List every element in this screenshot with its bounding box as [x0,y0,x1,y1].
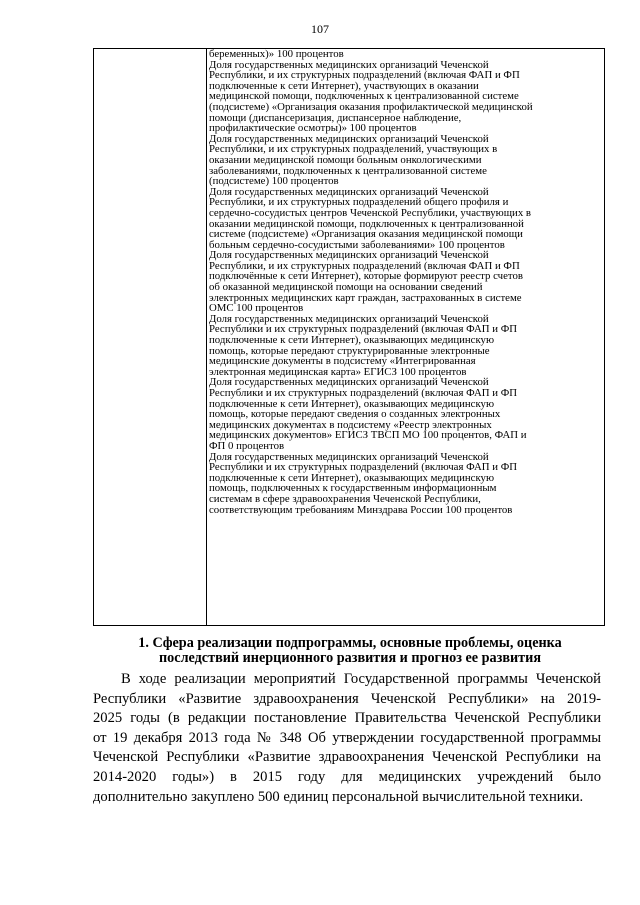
table-cell-text-line: электронная медицинская карта» ЕГИСЗ 100 процентов [209,365,467,378]
table-cell-text-line: подключенные к сети Интернет), участвующих в оказании [209,79,479,92]
paragraph-line: 2025 годы (в редакции постановление Правительства Чеченской Республики [93,710,601,727]
indicators-table-cell [207,49,604,515]
table-cell-text-line: медицинских документах в подсистему «Реестр электронных [209,418,492,431]
table-cell-text-line: больным сердечно-сосудистыми заболеваниями» 100 процентов [209,238,505,251]
table-cell-text-line: системе (подсистеме) «Организация оказания медицинской помощи [209,228,523,241]
table-cell-text-line: Доля государственных медицинских организаций Чеченской [209,185,489,198]
paragraph-line: от 19 декабря 2013 года № 348 Об утверждении государственной программы [93,729,601,746]
paragraph-line: 2014-2020 годы») в 2015 году для медицинских учреждений было [93,768,601,785]
paragraph-line: Чеченской Республики «Развитие здравоохранения Чеченской Республики на [93,749,601,766]
table-cell-text-line: Республики, и их структурных подразделений (включая ФАП и ФП [209,69,520,82]
table-cell-text-line: Доля государственных медицинских организаций Чеченской [209,376,489,389]
indicators-table [93,48,605,626]
table-cell-text-line: об оказанной медицинской помощи на основании сведений [209,281,483,294]
table-cell-text-line: подключенные к сети Интернет), оказывающих медицинскую [209,397,495,410]
section-heading-line: 1. Сфера реализации подпрограммы, основные проблемы, оценка [138,635,562,651]
table-cell-text-line: помощь, подключенных к государственным информационным [209,482,497,495]
paragraph-line: дополнительно закуплено 500 единиц персональной вычислительной техники. [93,788,584,805]
table-cell-text-line: соответствующим требованиям Минздрава России 100 процентов [209,503,513,516]
table-cell-text-line: подключенные к сети Интернет), оказывающих медицинскую [209,471,495,484]
table-cell-text-line: оказании медицинской помощи больным онкологическими [209,153,482,166]
table-cell-text-line: Республики, и их структурных подразделений (включая ФАП и ФП [209,259,520,272]
table-cell-text-line: (подсистеме) 100 процентов [209,175,339,188]
table-cell-text-line: Доля государственных медицинских организаций Чеченской [209,249,489,262]
table-cell-text-line: (подсистеме) «Организация оказания профилактической медицинской [209,100,533,113]
table-cell-text-line: медицинские документы в подсистему «Интегрированная [209,355,476,368]
section-heading-line: последствий инерционного развития и прогноз ее развития [159,650,541,666]
table-cell-text-line: заболеваниями, подключенных к централизованной системе [209,164,487,177]
table-cell-text-line: Республики, и их структурных подразделений, участвующих в [209,143,498,156]
table-cell-text-line: Республики и их структурных подразделений (включая ФАП и ФП [209,387,518,399]
table-cell-text-line: Республики, и их структурных подразделений общего профиля и [209,196,509,209]
table-cell-text-line: помощь, которые передают сведения о созданных электронных [209,408,501,421]
table-cell-text-line: подключённые к сети Интернет), которые формируют реестр счетов [209,270,523,283]
table-cell-text-line: Доля государственных медицинских организаций Чеченской [209,450,489,463]
table-cell-text-line: электронных медицинских карт граждан, застрахованных в системе [209,291,522,304]
paragraph-line: Республики «Развитие здравоохранения Чеченской Республики» на 2019- [93,690,601,707]
table-cell-text-line: сердечно-сосудистых центров Чеченской Республики, участвующих в [209,206,532,219]
paragraph-line: В ходе реализации мероприятий Государственной программы Чеченской [121,671,601,687]
table-cell-text-line: Доля государственных медицинских организаций Чеченской [209,312,489,325]
table-cell-text-line: Республики и их структурных подразделений (включая ФАП и ФП [209,323,518,336]
table-cell-text-line: беременных)» 100 процентов [209,48,344,60]
table-cell-text-line: Республики и их структурных подразделений (включая ФАП и ФП [209,461,518,474]
table-cell-text-line: Доля государственных медицинских организаций Чеченской [209,58,489,71]
table-cell-text-line: ФП 0 процентов [209,439,285,452]
page-number: 107 [311,22,329,36]
table-cell-text-line: медицинской помощи, подключенных к централизованной системе [209,90,519,103]
table-cell-text-line: помощь, которые передают структурированные электронные [209,344,490,357]
section-paragraph [93,670,601,807]
table-cell-text-line: подключенные к сети Интернет), оказывающих медицинскую [209,334,495,347]
table-cell-text-line: ОМС 100 процентов [209,302,304,315]
table-cell-text-line: помощи (диспансеризация, диспансерное наблюдение, [209,111,462,124]
table-cell-text-line: оказании медицинской помощи, подключенных к централизованной [209,217,524,230]
section-heading [100,636,600,666]
table-cell-text-line: Доля государственных медицинских организаций Чеченской [209,132,489,145]
table-cell-text-line: медицинских документов» ЕГИСЗ ТВСП МО 100 процентов, ФАП и [209,429,527,442]
table-cell-text-line: профилактические осмотры)» 100 процентов [209,122,417,135]
table-cell-text-line: системам в сфере здравоохранения Чеченской Республики, [209,492,481,505]
